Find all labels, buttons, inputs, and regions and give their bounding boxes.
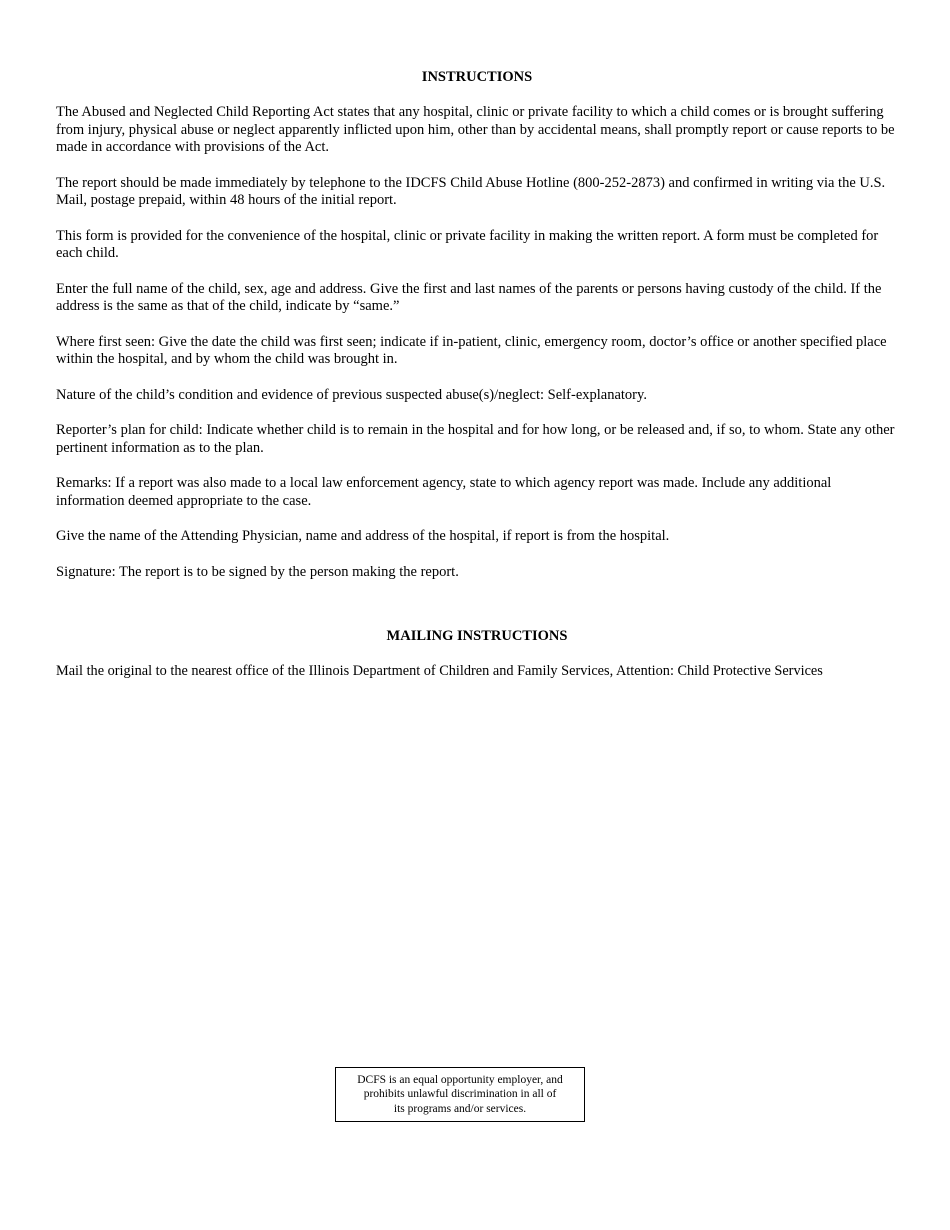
paragraph-nature-of-condition: Nature of the child’s condition and evidence of previous suspected abuse(s)/neglect: Self-explanatory. (56, 386, 647, 403)
paragraph-signature: Signature: The report is to be signed by the person making the report. (56, 563, 459, 580)
notice-line: DCFS is an equal opportunity employer, and (357, 1073, 563, 1086)
notice-line: its programs and/or services. (393, 1102, 527, 1115)
instructions-heading: INSTRUCTIONS (421, 69, 533, 85)
paragraph-remarks: Remarks: If a report was also made to a local law enforcement agency, state to which agency report was made. Include any additional information deemed appropriate to the case. (56, 475, 832, 509)
notice-line: prohibits unlawful discrimination in all of (363, 1088, 557, 1101)
mailing-instructions-text: Mail the original to the nearest office of the Illinois Department of Children and Family Services, Attention: Child Protective Services (56, 663, 823, 679)
mailing-instructions-heading: MAILING INSTRUCTIONS (386, 628, 568, 644)
paragraph-where-first-seen: Where first seen: Give the date the child was first seen; indicate if in-patient, clinic, emergency room, doctor’s office or another specified place within the hospital, and by whom the child was brought in. (56, 333, 887, 367)
paragraph-form-purpose: This form is provided for the convenience of the hospital, clinic or private facility in making the written report. A form must be completed for each child. (56, 227, 879, 261)
paragraph-attending-physician: Give the name of the Attending Physician, name and address of the hospital, if report is from the hospital. (56, 528, 670, 544)
paragraph-child-details: Enter the full name of the child, sex, age and address. Give the first and last names of the parents or persons having custody of the child. If the address is the same as that of the child, indicate by “same.” (56, 280, 882, 314)
instructions-document (56, 68, 898, 699)
paragraph-act-requirement: The Abused and Neglected Child Reporting Act states that any hospital, clinic or private facility to which a child comes or is brought suffering from injury, physical abuse or neglect apparently inflicted upon him, other than by accidental means, shall promptly report or cause reports to be made in accordance with provisions of the Act. (56, 104, 895, 155)
paragraph-reporter-plan: Reporter’s plan for child: Indicate whether child is to remain in the hospital and for how long, or be released and, if so, to whom. State any other pertinent information as to the plan. (56, 422, 895, 456)
equal-opportunity-notice (335, 1067, 585, 1122)
paragraph-hotline-report: The report should be made immediately by telephone to the IDCFS Child Abuse Hotline (800-252-2873) and confirmed in writing via the U.S. Mail, postage prepaid, within 48 hours of the initial report. (56, 174, 886, 208)
